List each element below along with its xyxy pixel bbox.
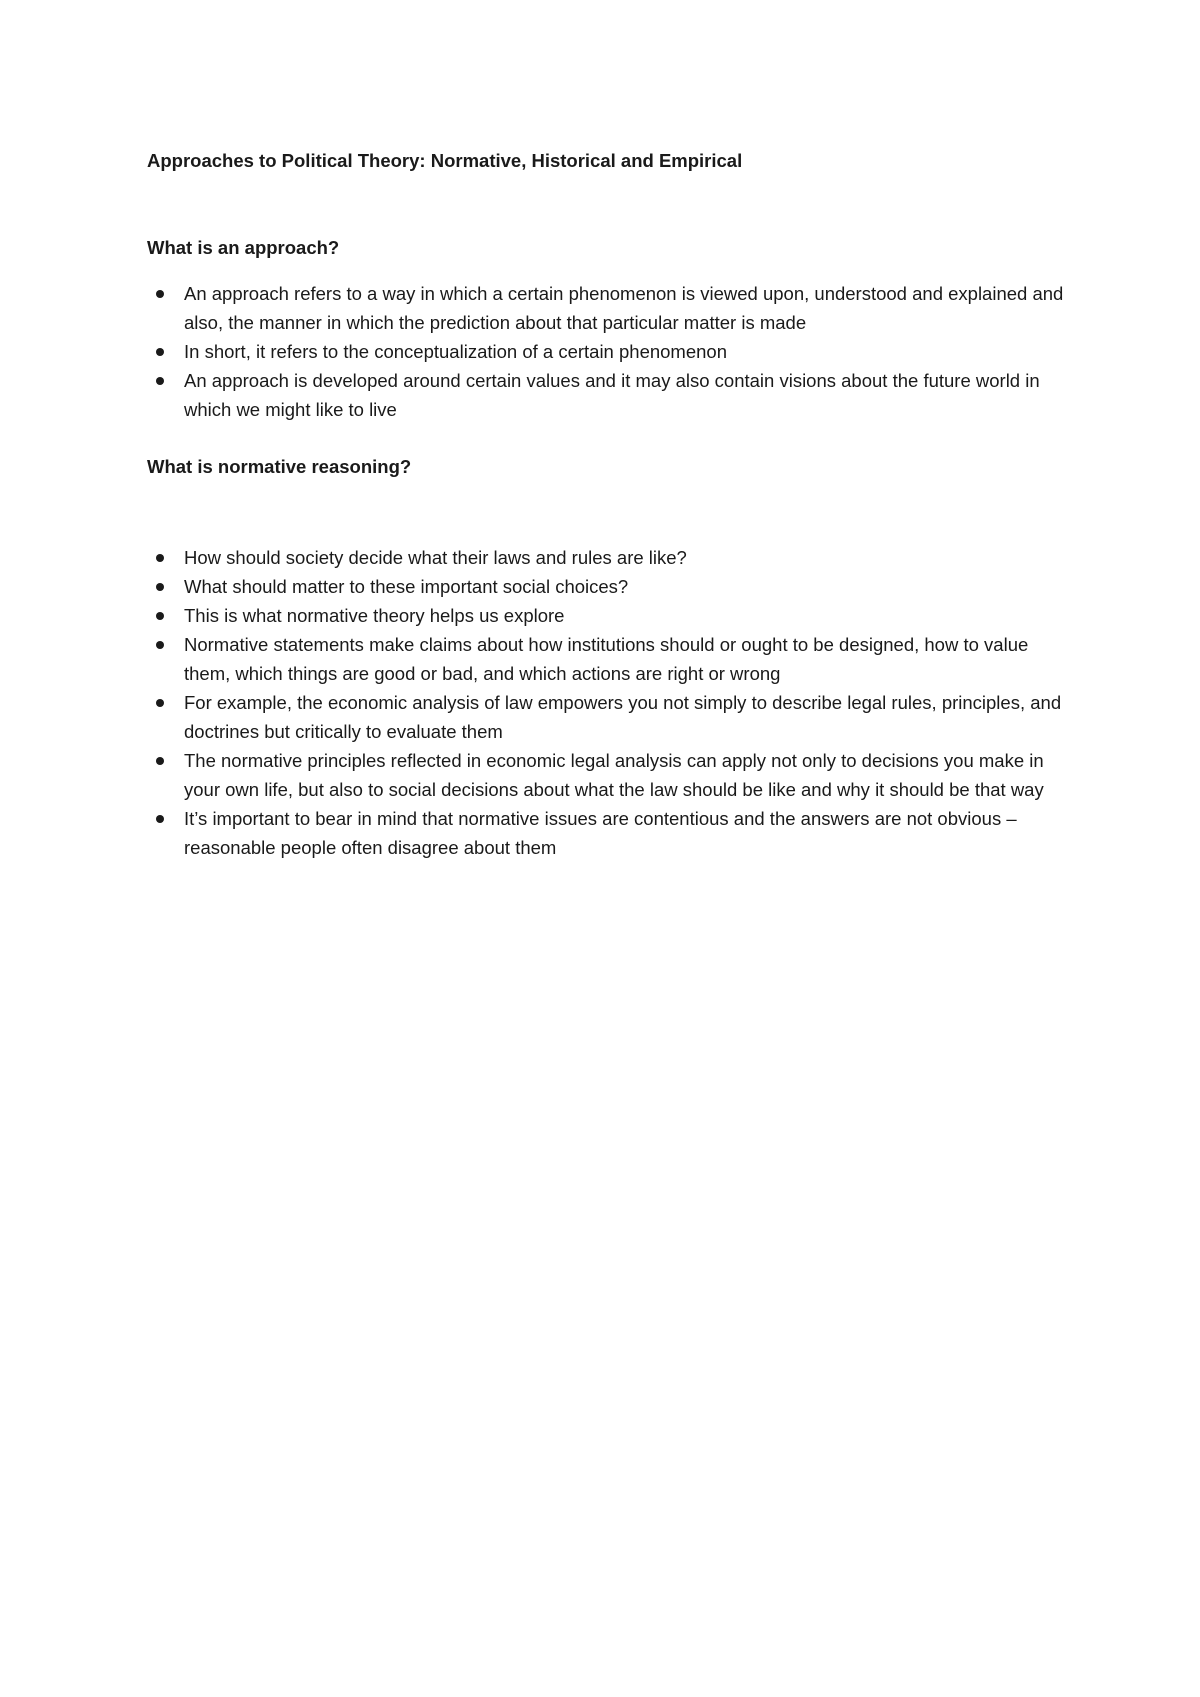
list-item: An approach is developed around certain values and it may also contain visions about the future world in which we might like to live [147, 366, 1067, 424]
list-item: Normative statements make claims about how institutions should or ought to be designed, how to value them, which things are good or bad, and which actions are right or wrong [147, 630, 1067, 688]
section-heading-normative-reasoning: What is normative reasoning? [147, 456, 412, 477]
bullet-list-normative-reasoning [147, 543, 1067, 862]
document-body [147, 146, 1067, 862]
list-item: The normative principles reflected in economic legal analysis can apply not only to decisions you make in your own life, but also to social decisions about what the law should be like and why it should be that way [147, 746, 1067, 804]
list-item: In short, it refers to the conceptualization of a certain phenomenon [147, 337, 1067, 366]
section-heading-approach: What is an approach? [147, 237, 340, 258]
list-item: This is what normative theory helps us explore [147, 601, 1067, 630]
document-title: Approaches to Political Theory: Normative, Historical and Empirical [147, 150, 743, 171]
list-item: What should matter to these important social choices? [147, 572, 1067, 601]
list-item: It’s important to bear in mind that normative issues are contentious and the answers are not obvious – reasonable people often disagree about them [147, 804, 1067, 862]
bullet-list-approach [147, 279, 1067, 424]
list-item: An approach refers to a way in which a certain phenomenon is viewed upon, understood and explained and also, the manner in which the prediction about that particular matter is made [147, 279, 1067, 337]
list-item: How should society decide what their laws and rules are like? [147, 543, 1067, 572]
list-item: For example, the economic analysis of law empowers you not simply to describe legal rules, principles, and doctrines but critically to evaluate them [147, 688, 1067, 746]
